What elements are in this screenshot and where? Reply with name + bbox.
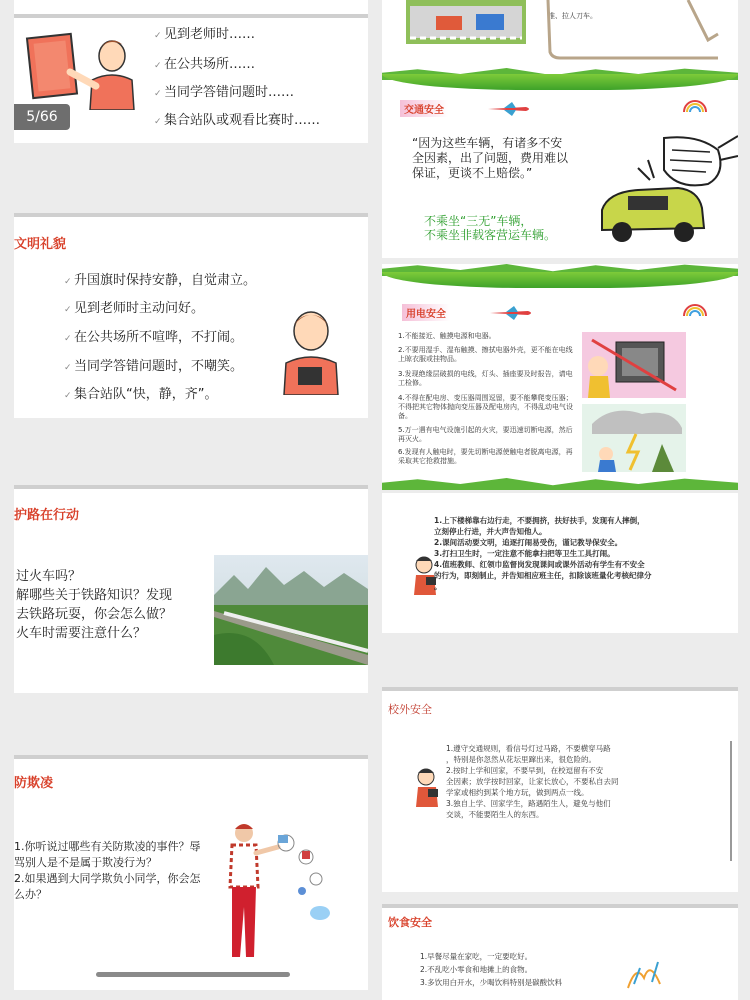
slide-electric-safety[interactable]: [382, 264, 738, 490]
slide-railway[interactable]: [14, 485, 368, 693]
rainbow-icon: [682, 98, 708, 112]
grass-decoration: [382, 478, 738, 490]
slide-civility[interactable]: [14, 213, 368, 418]
slide-divider: [14, 755, 368, 759]
home-indicator[interactable]: [96, 972, 290, 977]
slide-divider: [14, 14, 368, 18]
slide-anti-bullying[interactable]: [14, 755, 368, 990]
list-item: ✓ 当同学答错问题时，不嘲笑。: [64, 359, 244, 374]
grass-decoration: [382, 272, 738, 288]
man-presenting-illustration: [216, 817, 356, 977]
list-item: ✓ 集合站队“快，静，齐”。: [64, 387, 218, 402]
slide-text: 过火车吗？ 解哪些关于铁路知识？发现 去铁路玩耍，你会怎么做？ 火车时需要注意什么？: [16, 569, 173, 641]
train-photo: [214, 555, 368, 665]
slide-title: 文明礼貌: [14, 237, 67, 252]
slide-school-rules[interactable]: [382, 493, 738, 633]
slide-food-safety[interactable]: [382, 904, 738, 1000]
slide-title: 防欺凌: [14, 776, 54, 791]
list-item: ✓ 见到老师时……: [154, 27, 256, 42]
slide-traffic-cartoon[interactable]: [382, 0, 738, 90]
slide-tag: 交通安全: [400, 100, 448, 117]
boy-with-book-illustration: [276, 305, 346, 395]
safety-text: 1.遵守交通规则，看信号灯过马路，不要横穿马路 ，特别是你忽然从花坛里蹿出来，很危险的。 2.按时上学和回家，不要早到，在校逗留有不安 全因素；放学按时回家，让家长放心，不要私自去同 学家或相约到某个地方玩，做到两点一线。 3.独自上学、回家学生，路遇陌生人，避免与他们 交谈，不能要陌生人的东西。: [446, 744, 619, 819]
page-counter-badge[interactable]: 5/66: [14, 104, 70, 130]
scrollbar[interactable]: [730, 741, 732, 861]
list-item: ✓ 集合站队或观看比赛时……: [154, 113, 321, 128]
slide-divider: [382, 904, 738, 908]
slide-text: 1.你听说过哪些有关防欺凌的事件？辱 骂别人是不是属于欺凌行为？ 2.如果遇到大同学欺负小同学，你会怎 么办？: [14, 840, 201, 901]
list-item: ✓ 见到老师时主动问好。: [64, 301, 205, 316]
list-item: 3.发现绝缘层破损的电线，灯头、插座要及时报告，请电工检修。: [398, 370, 573, 387]
lightning-illustration: [582, 404, 686, 472]
traffic-scene-illustration: [406, 0, 526, 44]
list-item: ✓ 升国旗时保持安静，自觉肃立。: [64, 273, 257, 288]
quote-text: “因为这些车辆，有诸多不安 全因素，出了问题，费用难以 保证，更谈不上赔偿。”: [412, 136, 569, 180]
slide-divider: [14, 213, 368, 217]
list-item: 5.万一遇有电气设施引起的火灾，要迅速切断电源，然后再灭火。: [398, 426, 573, 443]
splash-illustration: [622, 954, 666, 990]
slide-divider: [14, 485, 368, 489]
plane-icon: [486, 102, 534, 116]
list-item: 2.不要用湿手、湿布触摸、擦拭电器外壳，更不能在电线上晾衣服或挂物品。: [398, 346, 573, 363]
list-item: ✓ 在公共场所不喧哗，不打闹。: [64, 330, 244, 345]
tv-warning-illustration: [582, 332, 686, 398]
list-item: 1.不能接近、触摸电源和电器。: [398, 332, 496, 340]
slide-title: 饮食安全: [388, 916, 432, 929]
teacher-pointing-illustration: [20, 30, 144, 110]
warning-text: 不乘坐“三无”车辆， 不乘坐非载客营运车辆。: [424, 214, 557, 242]
slide-tag: 用电安全: [402, 304, 450, 321]
boy-with-flag-illustration: [414, 767, 440, 807]
list-item: ✓ 在公共场所……: [154, 57, 256, 72]
list-item: ✓ 当同学答错问题时……: [154, 85, 295, 100]
grass-decoration: [382, 74, 738, 90]
slide-off-campus-safety[interactable]: [382, 687, 738, 892]
rules-text: 1.上下楼梯靠右边行走，不要拥挤，扶好扶手，发现有人摔倒， 立刻停止行进，并大声告知他人。 2.课间活动要文明，追逐打闹易受伤，谨记教导保安全。 3.打扫卫生时，一定注意不能拿扫把等卫生工具打闹。 4.值班教师、红领巾监督岗发现课间或课外活动有学生有不安全 的行为，即刻制止，并告知相应班主任，扣除该班量化考核纪律分 。: [434, 516, 652, 591]
list-item: 4.不得在配电房、变压器周围逗留，要不能攀爬变压器；不得把其它物体抛向变压器及配电房内，不得乱动电气设备。: [398, 394, 573, 420]
food-text: 1.早餐尽量在家吃，一定要吃好。 2.不乱吃小零食和地摊上的食物。 3.多饮用白开水，少喝饮料特别是碳酸饮料: [420, 952, 563, 987]
plane-icon: [488, 306, 536, 320]
rainbow-icon: [682, 302, 708, 316]
slide-title: 护路在行动: [14, 508, 80, 523]
fist-car-illustration: [598, 130, 738, 254]
list-item: 6.发现有人触电时，要先切断电源使触电者脱离电源，再采取其它抢救措施。: [398, 448, 573, 465]
signboard-illustration: [538, 0, 738, 62]
caption: 推、拉人刀车。: [548, 12, 597, 20]
slide-divider: [382, 687, 738, 691]
slide-manners-questions[interactable]: [14, 0, 368, 143]
slide-traffic-safety[interactable]: [382, 90, 738, 258]
slide-title: 校外安全: [388, 703, 432, 716]
